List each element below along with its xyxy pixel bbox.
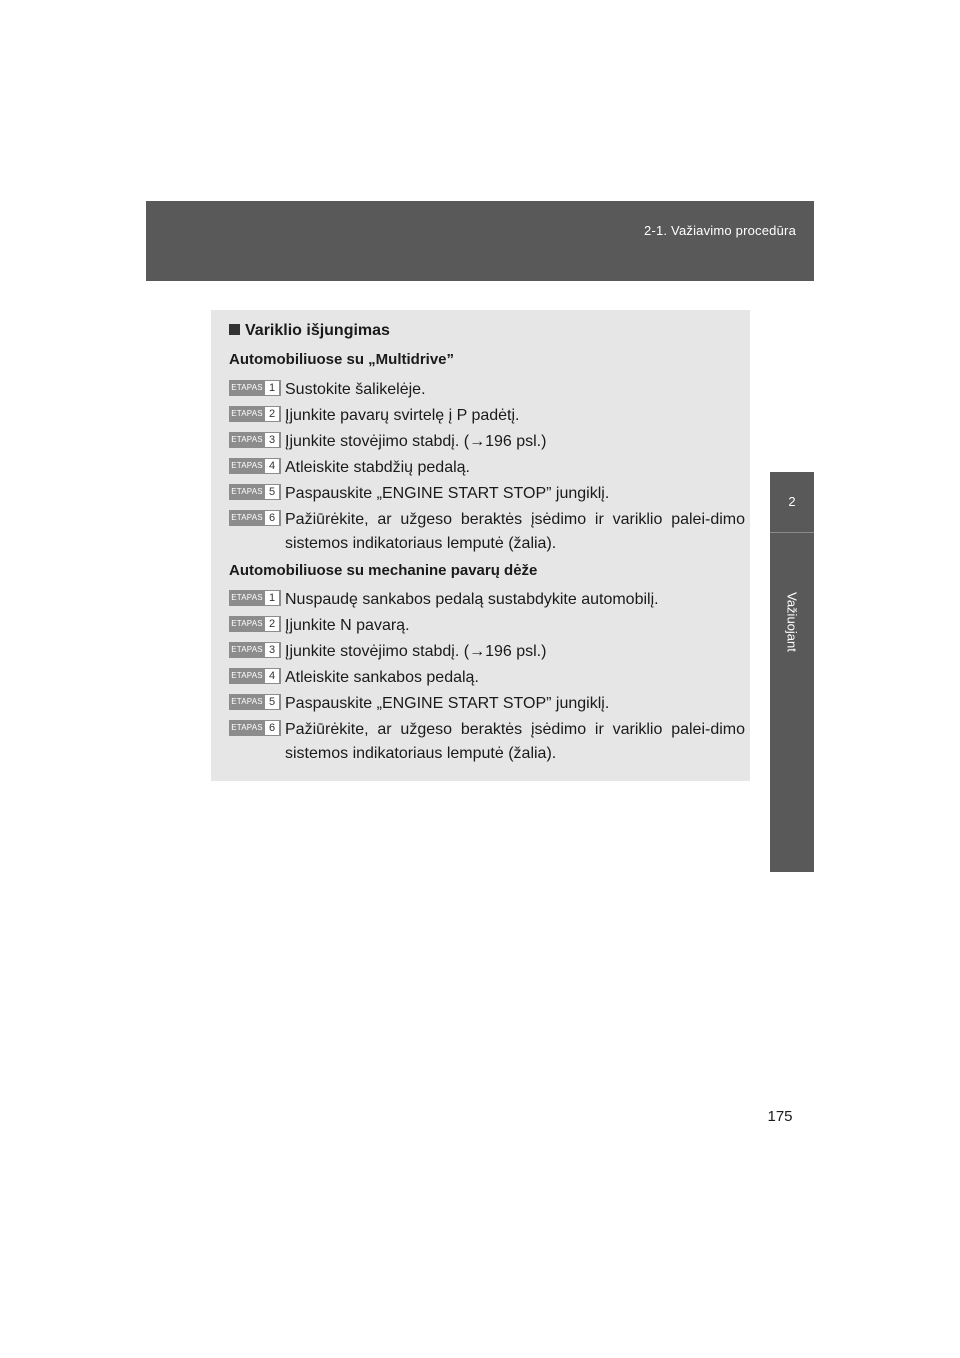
section-title bbox=[229, 322, 390, 340]
step-item bbox=[229, 377, 729, 401]
chapter-label: Važiuojant bbox=[784, 592, 800, 652]
step-badge: ETAPAS 4 bbox=[229, 668, 281, 684]
step-item bbox=[229, 455, 729, 479]
step-badge: ETAPAS 1 bbox=[229, 380, 281, 396]
step-text: Atleiskite sankabos pedalą. bbox=[285, 669, 479, 686]
step-item bbox=[229, 429, 729, 453]
step-text: Įjunkite N pavarą. bbox=[285, 617, 410, 634]
section-title-text: Variklio išjungimas bbox=[245, 322, 390, 339]
step-item bbox=[229, 481, 729, 505]
step-badge: ETAPAS 2 bbox=[229, 406, 281, 422]
step-text: Paspauskite „ENGINE START STOP” jungiklį. bbox=[285, 695, 610, 712]
step-badge: ETAPAS 2 bbox=[229, 616, 281, 632]
step-badge: ETAPAS 5 bbox=[229, 484, 281, 500]
chapter-header-band bbox=[146, 201, 814, 281]
chapter-side-tab bbox=[770, 472, 814, 872]
group-heading-manual: Automobiliuose su mechanine pavarų dėže bbox=[229, 562, 538, 579]
step-badge: ETAPAS 6 bbox=[229, 510, 281, 526]
step-item bbox=[229, 403, 729, 427]
info-box bbox=[211, 310, 750, 781]
chapter-number: 2 bbox=[788, 494, 796, 509]
step-badge: ETAPAS 3 bbox=[229, 432, 281, 448]
step-text: Įjunkite stovėjimo stabdį. (→196 psl.) bbox=[285, 643, 547, 660]
step-item bbox=[229, 717, 745, 767]
step-badge: ETAPAS 6 bbox=[229, 720, 281, 736]
step-text: Sustokite šalikelėje. bbox=[285, 381, 426, 398]
step-text: Nuspaudę sankabos pedalą sustabdykite automobilį. bbox=[285, 591, 659, 608]
step-text: Įjunkite stovėjimo stabdį. (→196 psl.) bbox=[285, 433, 547, 450]
step-item bbox=[229, 587, 729, 611]
step-text: Pažiūrėkite, ar užgeso beraktės įsėdimo ir variklio palei-dimo sistemos indikatoriaus lemputė (žalia). bbox=[285, 511, 745, 552]
square-bullet-icon bbox=[229, 324, 240, 335]
step-item bbox=[229, 665, 729, 689]
step-badge: ETAPAS 4 bbox=[229, 458, 281, 474]
page-number: 175 bbox=[767, 1108, 793, 1125]
step-badge: ETAPAS 1 bbox=[229, 590, 281, 606]
step-text: Pažiūrėkite, ar užgeso beraktės įsėdimo ir variklio palei-dimo sistemos indikatoriaus lemputė (žalia). bbox=[285, 721, 745, 762]
step-text: Atleiskite stabdžių pedalą. bbox=[285, 459, 470, 476]
step-item bbox=[229, 691, 729, 715]
step-item bbox=[229, 507, 745, 557]
step-badge: ETAPAS 3 bbox=[229, 642, 281, 658]
side-tab-divider bbox=[770, 532, 814, 533]
step-item bbox=[229, 639, 729, 663]
step-item bbox=[229, 613, 729, 637]
step-text: Įjunkite pavarų svirtelę į P padėtį. bbox=[285, 407, 520, 424]
step-text: Paspauskite „ENGINE START STOP” jungiklį. bbox=[285, 485, 610, 502]
step-badge: ETAPAS 5 bbox=[229, 694, 281, 710]
group-heading-multidrive: Automobiliuose su „Multidrive” bbox=[229, 351, 455, 368]
chapter-title: 2-1. Važiavimo procedūra bbox=[644, 223, 796, 238]
